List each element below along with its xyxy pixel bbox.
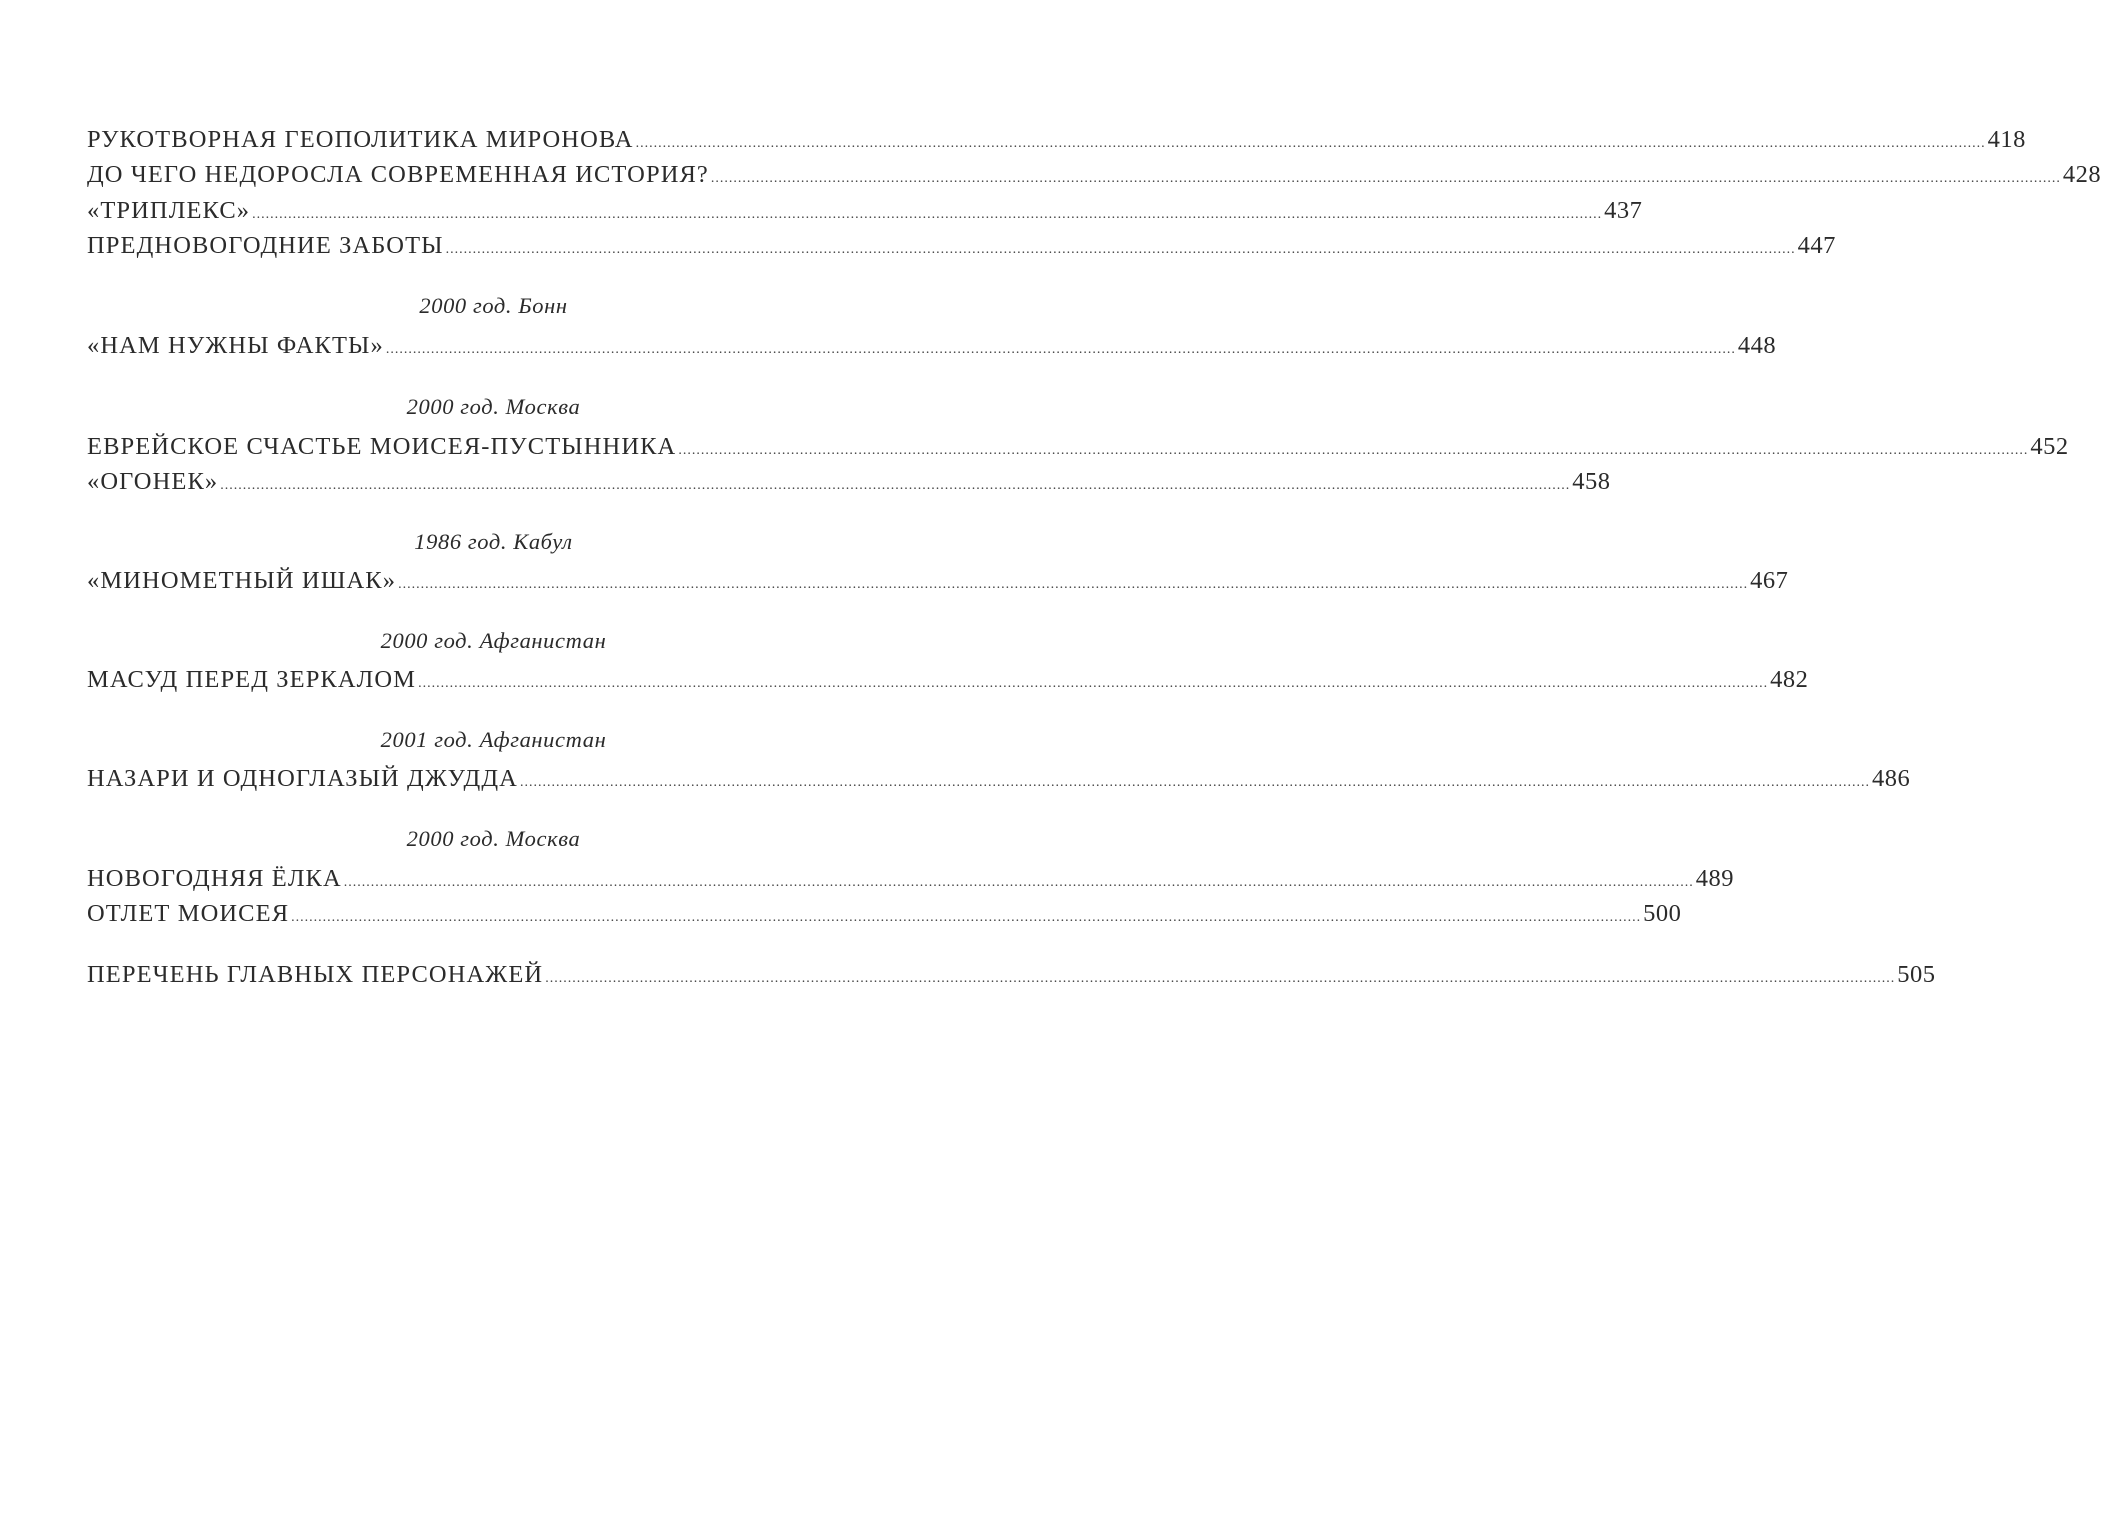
toc-entry-page: 428 bbox=[2062, 161, 2101, 188]
toc-entry-title: ПРЕДНОВОГОДНИЕ ЗАБОТЫ bbox=[87, 232, 444, 259]
toc-entry[interactable] bbox=[87, 961, 1936, 997]
toc-entry[interactable] bbox=[87, 666, 1809, 702]
toc-entry-title: ЕВРЕЙСКОЕ СЧАСТЬЕ МОИСЕЯ-ПУСТЫННИКА bbox=[87, 433, 677, 460]
toc-entry-page: 505 bbox=[1897, 961, 1936, 988]
toc-entry-page: 500 bbox=[1643, 900, 1682, 927]
section-heading: 2000 год. Москва bbox=[406, 826, 581, 851]
toc-entry-page: 447 bbox=[1797, 232, 1836, 259]
leader-dots: ............................................................................................................................................................................................................................................................................................................ bbox=[385, 342, 1736, 357]
leader-dots: ............................................................................................................................................................................................................................................................................................................ bbox=[252, 207, 1603, 222]
toc-entry[interactable] bbox=[87, 126, 2026, 162]
toc-entry-page: 489 bbox=[1695, 865, 1735, 892]
toc-entry-title: ПЕРЕЧЕНЬ ГЛАВНЫХ ПЕРСОНАЖЕЙ bbox=[87, 961, 544, 988]
toc-entry[interactable] bbox=[87, 765, 1911, 801]
toc-entry[interactable] bbox=[87, 433, 2069, 469]
toc-entry[interactable] bbox=[87, 567, 1789, 603]
toc-entry-title: НОВОГОДНЯЯ ЁЛКА bbox=[87, 865, 342, 892]
leader-dots: ............................................................................................................................................................................................................................................................................................................ bbox=[678, 443, 2029, 458]
toc-entry[interactable] bbox=[87, 865, 1735, 901]
leader-dots: ............................................................................................................................................................................................................................................................................................................ bbox=[343, 875, 1694, 890]
leader-dots: ............................................................................................................................................................................................................................................................................................................ bbox=[519, 775, 1870, 790]
toc-entry-page: 486 bbox=[1871, 765, 1911, 792]
toc-entry-title: ОТЛЕТ МОИСЕЯ bbox=[87, 900, 290, 927]
toc-entry-title: «НАМ НУЖНЫ ФАКТЫ» bbox=[87, 332, 384, 359]
toc-entry[interactable] bbox=[87, 232, 1836, 268]
toc-entry-page: 482 bbox=[1770, 666, 1809, 693]
toc-entry[interactable] bbox=[87, 332, 1777, 368]
leader-dots: ............................................................................................................................................................................................................................................................................................................ bbox=[445, 242, 1796, 257]
toc-entry-page: 448 bbox=[1737, 332, 1777, 359]
leader-dots: ............................................................................................................................................................................................................................................................................................................ bbox=[398, 577, 1749, 592]
toc-entry-page: 452 bbox=[2030, 433, 2069, 460]
toc-entry-page: 458 bbox=[1572, 468, 1611, 495]
toc-entry-page: 437 bbox=[1604, 197, 1643, 224]
toc-entry[interactable] bbox=[87, 197, 1643, 233]
toc-entry-title: ДО ЧЕГО НЕДОРОСЛА СОВРЕМЕННАЯ ИСТОРИЯ? bbox=[87, 161, 709, 188]
toc-entry-page: 467 bbox=[1750, 567, 1789, 594]
leader-dots: ............................................................................................................................................................................................................................................................................................................ bbox=[418, 676, 1769, 691]
toc-entry-title: «ТРИПЛЕКС» bbox=[87, 197, 251, 224]
toc-entry-title: РУКОТВОРНАЯ ГЕОПОЛИТИКА МИРОНОВА bbox=[87, 126, 634, 153]
toc-entry-title: «ОГОНЕК» bbox=[87, 468, 219, 495]
toc-entry[interactable] bbox=[87, 900, 1682, 936]
toc-entry-page: 418 bbox=[1987, 126, 2026, 153]
section-heading: 2000 год. Афганистан bbox=[380, 628, 607, 653]
toc-entry-title: НАЗАРИ И ОДНОГЛАЗЫЙ ДЖУДДА bbox=[87, 765, 518, 792]
toc-entry-title: МАСУД ПЕРЕД ЗЕРКАЛОМ bbox=[87, 666, 417, 693]
leader-dots: ............................................................................................................................................................................................................................................................................................................ bbox=[635, 136, 1986, 151]
leader-dots: ............................................................................................................................................................................................................................................................................................................ bbox=[220, 478, 1571, 493]
section-heading: 1986 год. Кабул bbox=[414, 529, 573, 554]
toc-entry[interactable] bbox=[87, 468, 1611, 504]
section-heading: 2000 год. Москва bbox=[406, 394, 581, 419]
toc-entry-title: «МИНОМЕТНЫЙ ИШАК» bbox=[87, 567, 397, 594]
leader-dots: ............................................................................................................................................................................................................................................................................................................ bbox=[545, 971, 1896, 986]
leader-dots: ............................................................................................................................................................................................................................................................................................................ bbox=[291, 910, 1642, 925]
toc-entry[interactable] bbox=[87, 161, 2101, 197]
leader-dots: ............................................................................................................................................................................................................................................................................................................ bbox=[710, 171, 2061, 186]
section-heading: 2000 год. Бонн bbox=[419, 293, 568, 318]
section-heading: 2001 год. Афганистан bbox=[380, 727, 607, 752]
